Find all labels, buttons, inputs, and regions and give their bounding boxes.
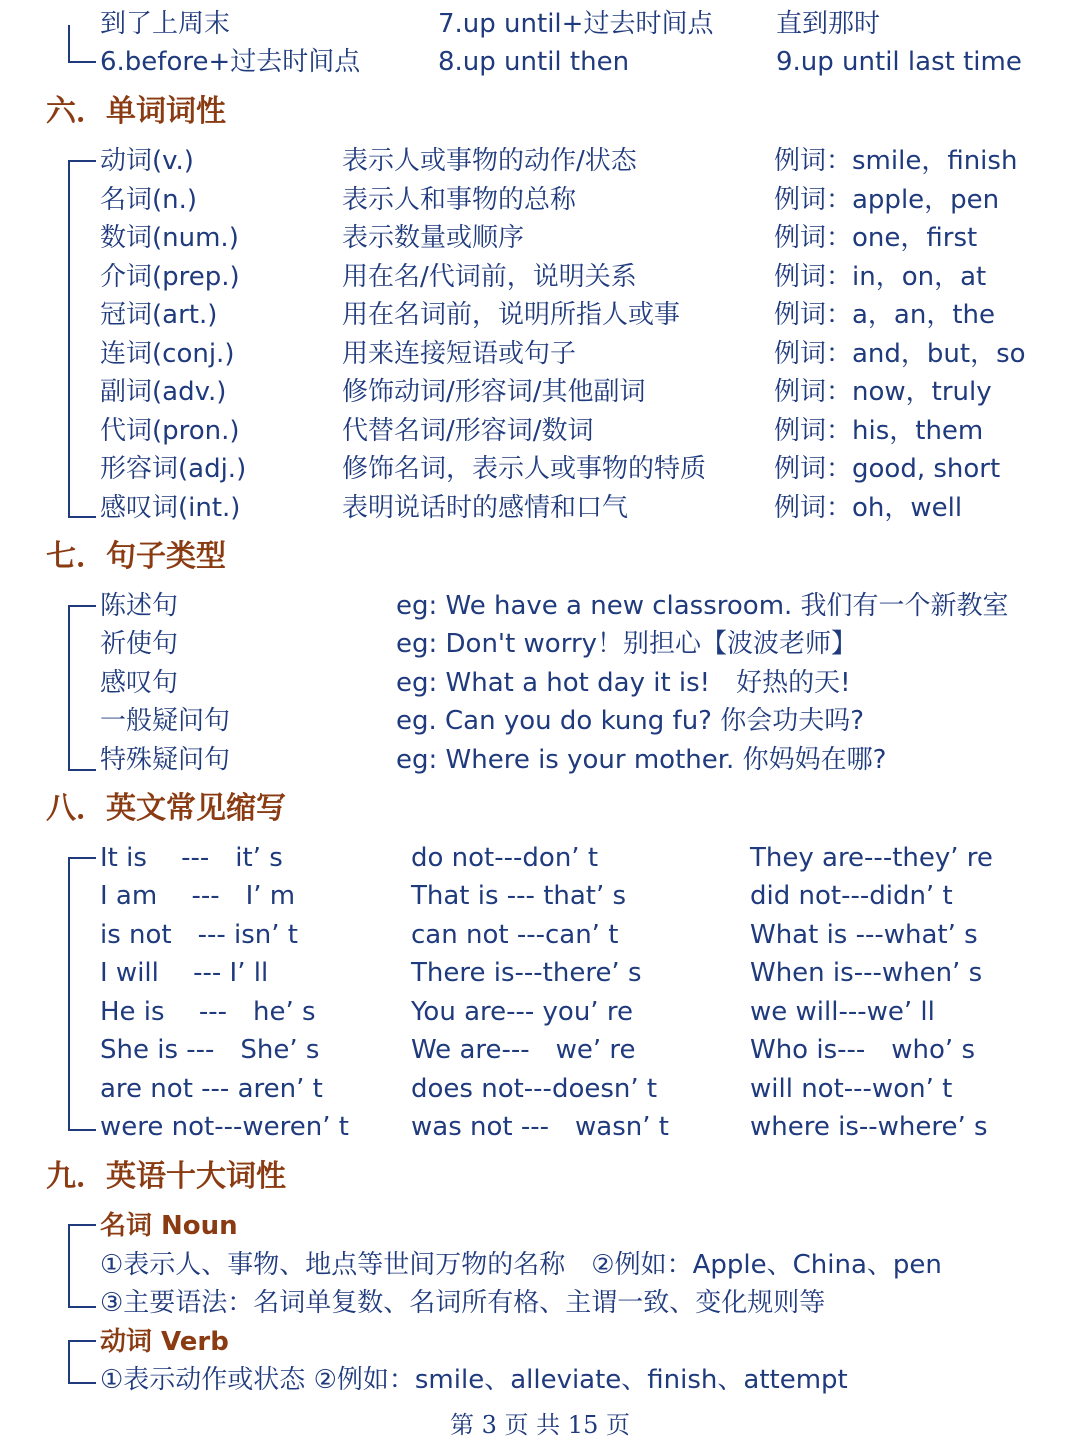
pos-desc: 表示数量或顺序 — [342, 223, 525, 253]
section-9-heading: 九．英语十大词性 — [46, 1159, 286, 1194]
sentence-example: eg: Where is your mother. 你妈妈在哪? — [396, 745, 887, 775]
top-bracket — [68, 25, 96, 63]
section-6-bracket — [68, 160, 96, 518]
verb-bracket — [68, 1340, 96, 1384]
pos-desc: 用来连接短语或句子 — [342, 339, 577, 369]
contraction: He is --- he’ s — [100, 997, 316, 1027]
pos-example: 例词：a，an，the — [774, 300, 996, 330]
sentence-type: 陈述句 — [100, 591, 179, 621]
section-6-heading: 六．单词词性 — [46, 94, 226, 129]
sentence-example: eg. Can you do kung fu? 你会功夫吗? — [396, 706, 865, 736]
pos-example: 例词：and，but，so — [774, 339, 1026, 369]
contraction: can not ---can’ t — [411, 920, 619, 950]
noun-bracket — [68, 1224, 96, 1308]
pos-name: 动词(v.) — [100, 146, 194, 176]
contraction: There is---there’ s — [411, 958, 642, 988]
pos-example: 例词：smile，finish — [774, 146, 1018, 176]
contraction: do not---don’ t — [411, 843, 599, 873]
contraction: where is--where’ s — [750, 1112, 988, 1142]
contraction: Who is--- who’ s — [750, 1035, 975, 1065]
contraction: We are--- we’ re — [411, 1035, 636, 1065]
sentence-example: eg: What a hot day it is! 好热的天! — [396, 668, 851, 698]
pos-desc: 表示人或事物的动作/状态 — [342, 146, 637, 176]
sentence-example: eg: Don't worry！别担心【波波老师】 — [396, 629, 858, 659]
pos-desc: 表示人和事物的总称 — [342, 185, 577, 215]
pos-name: 副词(adv.) — [100, 377, 227, 407]
pos-desc: 表明说话时的感情和口气 — [342, 493, 629, 523]
pos-desc: 代替名词/形容词/数词 — [342, 416, 594, 446]
top-col3-line2: 9.up until last time — [776, 47, 1022, 77]
section-8-heading: 八．英文常见缩写 — [46, 791, 286, 826]
pos-name: 形容词(adj.) — [100, 454, 247, 484]
pos-example: 例词：in，on，at — [774, 262, 987, 292]
sentence-type: 祈使句 — [100, 629, 179, 659]
pos-name: 感叹词(int.) — [100, 493, 241, 523]
section-8-bracket — [68, 857, 96, 1131]
contraction: I am --- I’ m — [100, 881, 296, 911]
page-number: 第 3 页 共 15 页 — [450, 1411, 630, 1439]
top-col2-line1: 7.up until+过去时间点 — [438, 9, 714, 39]
pos-name: 连词(conj.) — [100, 339, 235, 369]
pos-desc: 修饰动词/形容词/其他副词 — [342, 377, 646, 407]
pos-example: 例词：his，them — [774, 416, 984, 446]
verb-line-1: ①表示动作或状态 ②例如：smile、alleviate、finish、attempt — [100, 1365, 848, 1395]
pos-name: 数词(num.) — [100, 223, 239, 253]
top-col2-line2: 8.up until then — [438, 47, 630, 77]
contraction: does not---doesn’ t — [411, 1074, 658, 1104]
contraction: They are---they’ re — [750, 843, 993, 873]
pos-desc: 用在名词前，说明所指人或事 — [342, 300, 681, 330]
contraction: I will --- I’ ll — [100, 958, 269, 988]
sentence-type: 一般疑问句 — [100, 706, 231, 736]
section-7-heading: 七．句子类型 — [46, 539, 226, 574]
pos-name: 介词(prep.) — [100, 262, 240, 292]
sentence-type: 感叹句 — [100, 668, 179, 698]
pos-example: 例词：oh，well — [774, 493, 963, 523]
contraction: was not --- wasn’ t — [411, 1112, 669, 1142]
contraction: It is --- it’ s — [100, 843, 283, 873]
contraction: is not --- isn’ t — [100, 920, 298, 950]
contraction: are not --- aren’ t — [100, 1074, 323, 1104]
pos-example: 例词：now，truly — [774, 377, 992, 407]
top-col3-line1: 直到那时 — [776, 9, 881, 39]
noun-line-1: ①表示人、事物、地点等世间万物的名称 ②例如：Apple、China、pen — [100, 1250, 942, 1280]
contraction: will not---won’ t — [750, 1074, 953, 1104]
pos-example: 例词：good, short — [774, 454, 1001, 484]
contraction: What is ---what’ s — [750, 920, 978, 950]
pos-example: 例词：one，first — [774, 223, 978, 253]
pos-desc: 修饰名词，表示人或事物的特质 — [342, 454, 707, 484]
pos-name: 冠词(art.) — [100, 300, 218, 330]
top-col1-line1: 到了上周末 — [100, 9, 231, 39]
pos-desc: 用在名/代词前，说明关系 — [342, 262, 637, 292]
contraction: did not---didn’ t — [750, 881, 953, 911]
sentence-type: 特殊疑问句 — [100, 745, 231, 775]
noun-title: 名词 Noun — [100, 1211, 238, 1241]
contraction: She is --- She’ s — [100, 1035, 320, 1065]
pos-name: 名词(n.) — [100, 185, 198, 215]
contraction: we will---we’ ll — [750, 997, 935, 1027]
pos-name: 代词(pron.) — [100, 416, 240, 446]
contraction: were not---weren’ t — [100, 1112, 349, 1142]
verb-title: 动词 Verb — [100, 1327, 229, 1357]
sentence-example: eg: We have a new classroom. 我们有一个新教室 — [396, 591, 1009, 621]
noun-line-2: ③主要语法：名词单复数、名词所有格、主谓一致、变化规则等 — [100, 1288, 826, 1318]
contraction: When is---when’ s — [750, 958, 983, 988]
contraction: That is --- that’ s — [411, 881, 627, 911]
contraction: You are--- you’ re — [411, 997, 633, 1027]
top-col1-line2: 6.before+过去时间点 — [100, 47, 361, 77]
pos-example: 例词：apple，pen — [774, 185, 1000, 215]
section-7-bracket — [68, 605, 96, 771]
